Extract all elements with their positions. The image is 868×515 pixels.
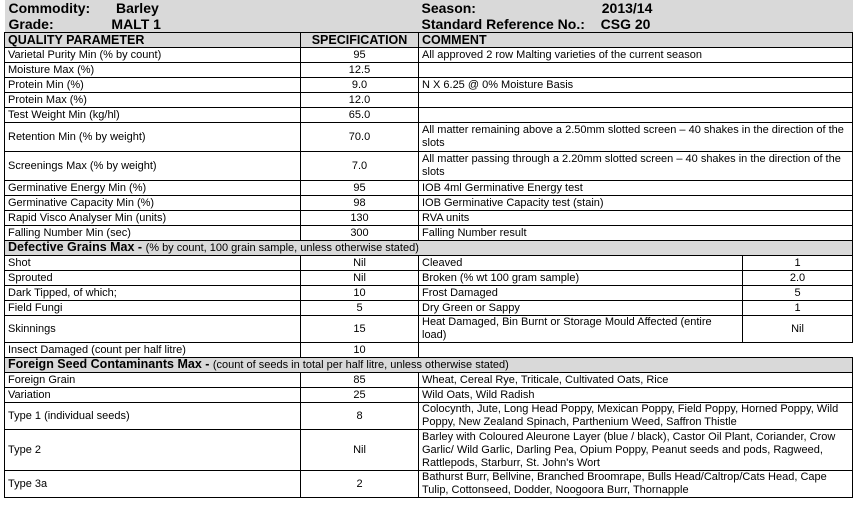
quality-param: Rapid Visco Analyser Min (units) (5, 211, 301, 226)
standard-ref-value: CSG 20 (600, 16, 651, 32)
defective-section-note: (% by count, 100 grain sample, unless otherwise stated) (145, 242, 419, 254)
defect-name: Skinnings (5, 316, 301, 343)
foreign-spec: 2 (301, 471, 419, 498)
foreign-spec: 8 (301, 403, 419, 430)
quality-row (5, 63, 853, 78)
foreign-param: Foreign Grain (5, 373, 301, 388)
defective-section-header (5, 241, 853, 256)
defect-value: 10 (301, 286, 419, 301)
defect-name: Shot (5, 256, 301, 271)
defect-name: Heat Damaged, Bin Burnt or Storage Mould Affected (entire load) (419, 316, 743, 343)
quality-row (5, 152, 853, 181)
defect-name: Field Fungi (5, 301, 301, 316)
foreign-comment: Colocynth, Jute, Long Head Poppy, Mexican Poppy, Field Poppy, Horned Poppy, Wild Poppy, New Zealand Spinach, Parthenium Weed, Saffron Thistle (419, 403, 853, 430)
quality-spec: 12.0 (301, 93, 419, 108)
quality-comment: All matter remaining above a 2.50mm slotted screen – 40 shakes in the direction of the slots (419, 123, 853, 152)
quality-param: Protein Max (%) (5, 93, 301, 108)
quality-param: Test Weight Min (kg/hl) (5, 108, 301, 123)
grade-value: MALT 1 (111, 16, 161, 32)
season-row (419, 0, 853, 16)
season-value: 2013/14 (601, 0, 653, 16)
foreign-spec: 85 (301, 373, 419, 388)
defect-name: Cleaved (419, 256, 743, 271)
quality-spec: 98 (301, 196, 419, 211)
foreign-section-note: (count of seeds in total per half litre, unless otherwise stated) (212, 359, 509, 371)
defective-row (5, 343, 853, 358)
quality-param: Screenings Max (% by weight) (5, 152, 301, 181)
defective-row (5, 271, 853, 286)
column-header-parameter: QUALITY PARAMETER (5, 33, 301, 48)
quality-spec: 300 (301, 226, 419, 241)
quality-spec: 9.0 (301, 78, 419, 93)
commodity-standard-table (4, 0, 853, 498)
quality-param: Varietal Purity Min (% by count) (5, 48, 301, 63)
foreign-comment: Wild Oats, Wild Radish (419, 388, 853, 403)
quality-spec: 12.5 (301, 63, 419, 78)
quality-param: Retention Min (% by weight) (5, 123, 301, 152)
defective-row (5, 301, 853, 316)
defective-row (5, 316, 853, 343)
quality-spec: 130 (301, 211, 419, 226)
foreign-comment: Wheat, Cereal Rye, Triticale, Cultivated Oats, Rice (419, 373, 853, 388)
quality-param: Moisture Max (%) (5, 63, 301, 78)
quality-row (5, 211, 853, 226)
quality-comment: N X 6.25 @ 0% Moisture Basis (419, 78, 853, 93)
quality-spec: 7.0 (301, 152, 419, 181)
defect-name: Dark Tipped, of which; (5, 286, 301, 301)
quality-row (5, 226, 853, 241)
quality-spec: 95 (301, 48, 419, 63)
column-header-comment: COMMENT (419, 33, 853, 48)
defect-name: Frost Damaged (419, 286, 743, 301)
commodity-value: Barley (115, 0, 159, 16)
foreign-row (5, 430, 853, 471)
foreign-param: Variation (5, 388, 301, 403)
defect-value: Nil (301, 256, 419, 271)
standard-ref-label: Standard Reference No.: (421, 16, 585, 32)
foreign-comment: Barley with Coloured Aleurone Layer (blue / black), Castor Oil Plant, Coriander, Crow Garlic/ Wild Garlic, Darling Pea, Opium Poppy, Peanut seeds and pods, Ragweed, Rattlepods, Starburr, St. John's Wort (419, 430, 853, 471)
quality-spec: 95 (301, 181, 419, 196)
quality-row (5, 123, 853, 152)
foreign-param: Type 2 (5, 430, 301, 471)
season-label: Season: (421, 0, 476, 16)
foreign-spec: 25 (301, 388, 419, 403)
quality-param: Falling Number Min (sec) (5, 226, 301, 241)
quality-comment (419, 63, 853, 78)
quality-param: Germinative Energy Min (%) (5, 181, 301, 196)
foreign-row (5, 471, 853, 498)
defect-value: 1 (743, 256, 853, 271)
foreign-param: Type 1 (individual seeds) (5, 403, 301, 430)
quality-param: Protein Min (%) (5, 78, 301, 93)
defect-value: Nil (743, 316, 853, 343)
foreign-spec: Nil (301, 430, 419, 471)
grade-label: Grade: (8, 16, 54, 32)
defect-value: 1 (743, 301, 853, 316)
commodity-row (5, 0, 301, 16)
foreign-comment: Bathurst Burr, Bellvine, Branched Broomrape, Bulls Head/Caltrop/Cats Head, Cape Tulip, Cottonseed, Dodder, Noogoora Burr, Thornapple (419, 471, 853, 498)
defect-value: 10 (301, 343, 419, 358)
foreign-param: Type 3a (5, 471, 301, 498)
quality-row (5, 78, 853, 93)
quality-comment (419, 108, 853, 123)
defect-name: Dry Green or Sappy (419, 301, 743, 316)
quality-comment: IOB 4ml Germinative Energy test (419, 181, 853, 196)
foreign-row (5, 373, 853, 388)
defect-value: 5 (301, 301, 419, 316)
standard-ref-row (419, 16, 853, 33)
grade-row (5, 16, 301, 33)
quality-row (5, 93, 853, 108)
column-header-specification: SPECIFICATION (301, 33, 419, 48)
quality-row (5, 108, 853, 123)
quality-comment: Falling Number result (419, 226, 853, 241)
quality-param: Germinative Capacity Min (%) (5, 196, 301, 211)
defect-value: 5 (743, 286, 853, 301)
defect-value: 2.0 (743, 271, 853, 286)
quality-spec: 70.0 (301, 123, 419, 152)
defect-value: Nil (301, 271, 419, 286)
defect-value: 15 (301, 316, 419, 343)
defective-section-title: Defective Grains Max - (8, 240, 146, 254)
quality-comment: IOB Germinative Capacity test (stain) (419, 196, 853, 211)
quality-spec: 65.0 (301, 108, 419, 123)
defect-name: Broken (% wt 100 gram sample) (419, 271, 743, 286)
quality-row (5, 48, 853, 63)
commodity-label: Commodity: (8, 0, 91, 16)
defective-row (5, 256, 853, 271)
quality-comment: All approved 2 row Malting varieties of the current season (419, 48, 853, 63)
quality-comment: RVA units (419, 211, 853, 226)
quality-row (5, 196, 853, 211)
defective-row (5, 286, 853, 301)
defect-name: Sprouted (5, 271, 301, 286)
quality-comment (419, 93, 853, 108)
foreign-section-header (5, 358, 853, 373)
defect-name: Insect Damaged (count per half litre) (5, 343, 301, 358)
foreign-row (5, 403, 853, 430)
foreign-row (5, 388, 853, 403)
quality-row (5, 181, 853, 196)
quality-comment: All matter passing through a 2.20mm slotted screen – 40 shakes in the direction of the slots (419, 152, 853, 181)
foreign-section-title: Foreign Seed Contaminants Max - (8, 357, 213, 371)
